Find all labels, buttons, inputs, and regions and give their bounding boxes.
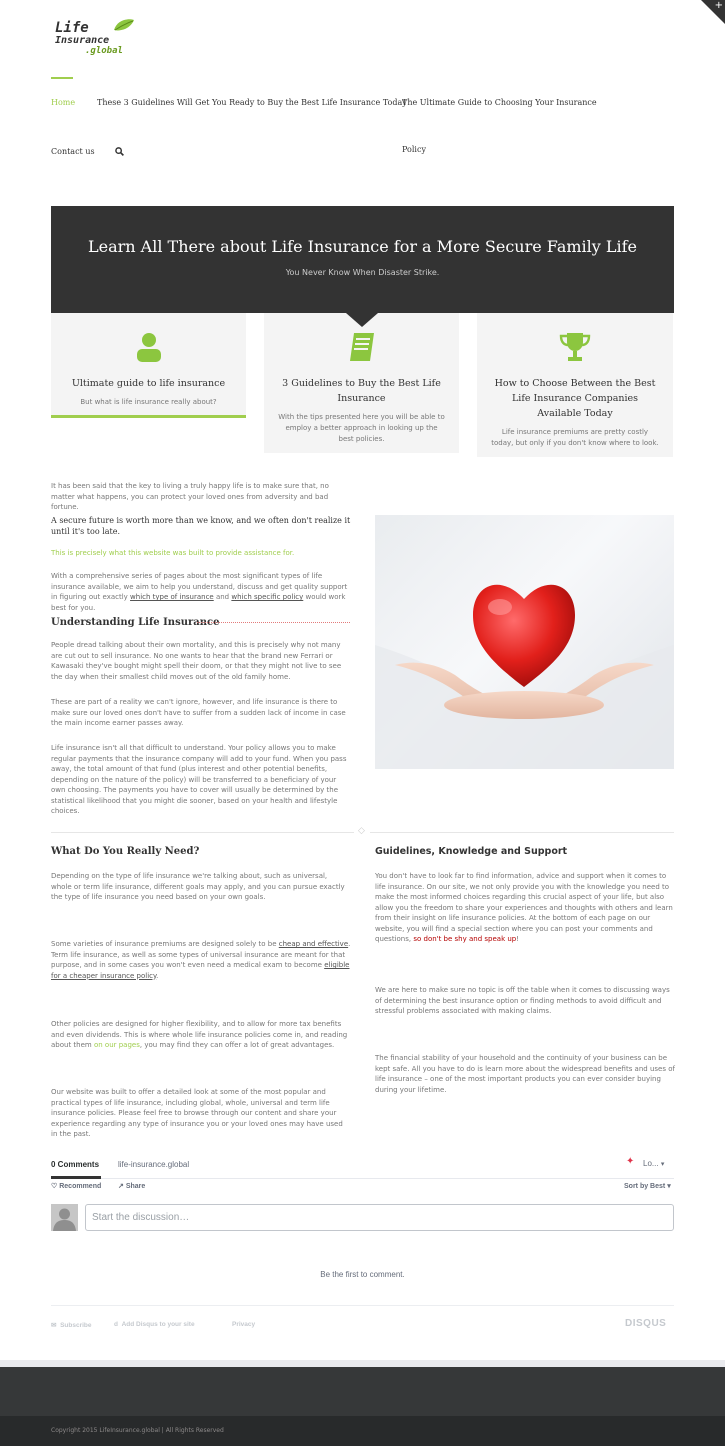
link-cheap-effective[interactable]: cheap and effective [278,940,349,948]
share-button[interactable]: ↗ Share [118,1183,146,1190]
disqus-d-icon: d [114,1321,118,1328]
nav-home[interactable]: Home [51,98,76,107]
separator-icon: ◇ [358,826,365,836]
guidelines-paragraph-2: We are here to make sure no topic is off the table when it comes to discussing ways of determining the best insurance option or finding methods to avoid difficult and stressful problems associated with making claims. [375,986,670,1015]
login-button[interactable]: Lo... ▾ [643,1159,665,1168]
chevron-down-icon: ▾ [660,1161,665,1168]
logo-line2: Insurance [55,35,110,46]
default-avatar-icon [51,1204,78,1231]
nav-ultimate-guide[interactable]: The Ultimate Guide to Choosing Your Insurance [402,98,597,107]
site-tab[interactable]: life-insurance.global [118,1160,190,1169]
share-icon: ↗ [118,1183,124,1190]
disqus-login-icon[interactable]: ✦ [626,1156,635,1167]
heart-icon: ♡ [51,1183,58,1190]
sort-dropdown[interactable]: Sort by Best ▾ [624,1183,671,1190]
chevron-down-icon: ▾ [667,1183,671,1190]
link-speak-up[interactable]: so don't be shy and speak up [413,935,517,943]
guidelines-paragraph-3: The financial stability of your household and the continuity of your business can be kept safe. All you have to do is learn more about the widespread benefits and uses of life insurance – one of the most important products you can ever consider buying during your lifetime. [375,1054,675,1094]
need-heading: What Do You Really Need? [51,846,200,857]
copyright-bar [0,1416,725,1446]
subscribe-link[interactable]: ✉ Subscribe [51,1322,92,1329]
feature-text: With the tips presented here you will be able to employ a better approach in looking up the best policies. [278,413,445,443]
feature-title: 3 Guidelines to Buy the Best Life Insurance [282,378,441,404]
intro-paragraph: It has been said that the key to living a truly happy life is to make sure that, no matter what happens, you can protect your loved ones from adversity and bad fortune. [51,482,329,511]
understanding-heading: Understanding Life Insurance [51,617,220,628]
feature-box-companies[interactable] [477,313,673,457]
avatar [51,1204,78,1231]
search-icon[interactable] [115,147,124,156]
discussion-input[interactable] [85,1204,674,1231]
hero-subtitle: You Never Know When Disaster Strike. [285,268,440,277]
copyright-text: Copyright 2015 LifeInsurance.global | All Rights Reserved [51,1427,224,1434]
footer-widgets [0,1360,725,1416]
link-our-pages[interactable]: on our pages [93,1041,140,1049]
feature-text: But what is life insurance really about? [80,398,217,406]
need-paragraph-2: Some varieties of insurance premiums are designed solely to be cheap and effective. Term life insurance, as well as some types of universal insurance are meant for that purpose, and in some cases you won't even need a medical exam to become eligible for a cheaper insurance policy. [51,940,351,980]
link-type-of-insurance[interactable]: which type of insurance [130,593,214,601]
active-tab-indicator [51,1176,101,1179]
need-paragraph-1: Depending on the type of life insurance we're talking about, such as universal, whole or term life insurance, different goals may apply, and you can pursue exactly the type of life insurance you need based on your own goals. [51,872,345,901]
nav-3-guidelines[interactable]: These 3 Guidelines Will Get You Ready to Buy the Best Life Insurance Today [97,98,407,107]
heart-hands-illustration [375,515,674,769]
recommend-button[interactable]: ♡ Recommend [51,1183,102,1190]
feature-title: How to Choose Between the Best Life Insurance Companies Available Today [494,378,656,419]
leaf-icon [113,18,135,32]
understanding-paragraph-2: These are part of a reality we can't ignore, however, and life insurance is there to make sure our loved ones don't have to suffer from a sudden lack of income in case the main income earner passes away. [51,698,346,727]
feature-box-guidelines[interactable] [264,313,459,453]
hero-banner [51,206,674,313]
logo-line1: Life [55,20,89,36]
privacy-link[interactable]: Privacy [232,1321,256,1328]
trophy-icon [558,330,592,364]
user-icon [132,330,166,364]
nav-ultimate-guide-cont[interactable]: Policy [402,145,426,154]
need-paragraph-4: Our website was built to offer a detailed look at some of the most popular and practical types of life insurance, including global, whole, universal and term life insurance policies. Please feel free to browse through our content and share your experience regarding any type of insurance you or your loved ones may have used in the past. [51,1088,343,1138]
logo-line3: .global [85,46,123,56]
book-icon [345,330,379,364]
disqus-footer-divider [51,1305,674,1306]
feature-active-underline [51,415,246,418]
feature-text: Life insurance premiums are pretty costly today, but only if you don't know where to look. [491,428,659,447]
feature-box-guide[interactable] [51,313,246,418]
heading-divider [197,622,350,623]
guidelines-paragraph-1: You don't have to look far to find information, advice and support when it comes to life insurance. On our site, we not only provide you with the knowledge you need to make the most informed choices regarding this crucial aspect of your life, but also allow you the freedom to share your experiences and thoughts with others and learn from their insight on life insurance policies. At the bottom of each page on our website, you will find a special section where you can post your comments and questions, so don't be shy and speak up! [375,872,673,943]
add-disqus-link[interactable]: d Add Disqus to your site [114,1321,195,1328]
feature-title: Ultimate guide to life insurance [71,378,226,389]
site-logo[interactable] [53,16,143,60]
intro-paragraph-2: With a comprehensive series of pages about the most significant types of life insurance available, we aim to help you understand, discuss and get quality support in figuring out exactly which type of insurance and which specific policy would work best for you. [51,572,348,612]
hero-pointer [346,313,378,327]
section-separator-right [370,832,674,833]
plus-icon: + [714,0,723,11]
understanding-paragraph-3: Life insurance isn't all that difficult to understand. Your policy allows you to make regular payments that the insurance company will add to your fund. When you pass away, the total amount of that fund (plus interest and other potential benefits, depending on the nature of the policy) will be transferred to a beneficiary of your own choosing. The payments you have to cover will usually be determined by the statistical likelihood that you might die sooner, based on your health and lifestyle choices. [51,744,347,815]
nav-contact[interactable]: Contact us [51,147,95,156]
guidelines-heading: Guidelines, Knowledge and Support [375,846,568,857]
disqus-logo[interactable]: DISQUS [625,1318,667,1329]
link-specific-policy[interactable]: which specific policy [231,593,304,601]
intro-highlight: This is precisely what this website was built to provide assistance for. [51,549,295,557]
section-separator-left [51,832,354,833]
mail-icon: ✉ [51,1322,57,1329]
empty-comments-message: Be the first to comment. [320,1270,405,1279]
comments-tab[interactable]: 0 Comments [51,1160,100,1169]
hero-title: Learn All There about Life Insurance for a More Secure Family Life [87,237,638,256]
nav-active-indicator [51,77,73,79]
tab-divider [51,1178,674,1179]
link-eligible-policy[interactable]: eligible for a cheaper insurance policy [51,961,350,980]
corner-toggle[interactable] [701,0,725,24]
heart-hands-photo [375,515,674,769]
need-paragraph-3: Other policies are designed for higher flexibility, and to allow for more tax benefits and even dividends. This is where whole life insurance policies come in, and reading about them on our pages, you may find they can offer a lot of great advantages. [51,1020,348,1049]
intro-quote: A secure future is worth more than we know, and we often don't realize it until it's too late. [51,516,351,536]
understanding-paragraph-1: People dread talking about their own mortality, and this is precisely why not many are cut out to sell insurance. No one wants to hear that the brand new Ferrari or Kawasaki they've bought might spell their doom, or that they might not live to see the day when their smallest child moves out of the old family home. [51,641,342,681]
